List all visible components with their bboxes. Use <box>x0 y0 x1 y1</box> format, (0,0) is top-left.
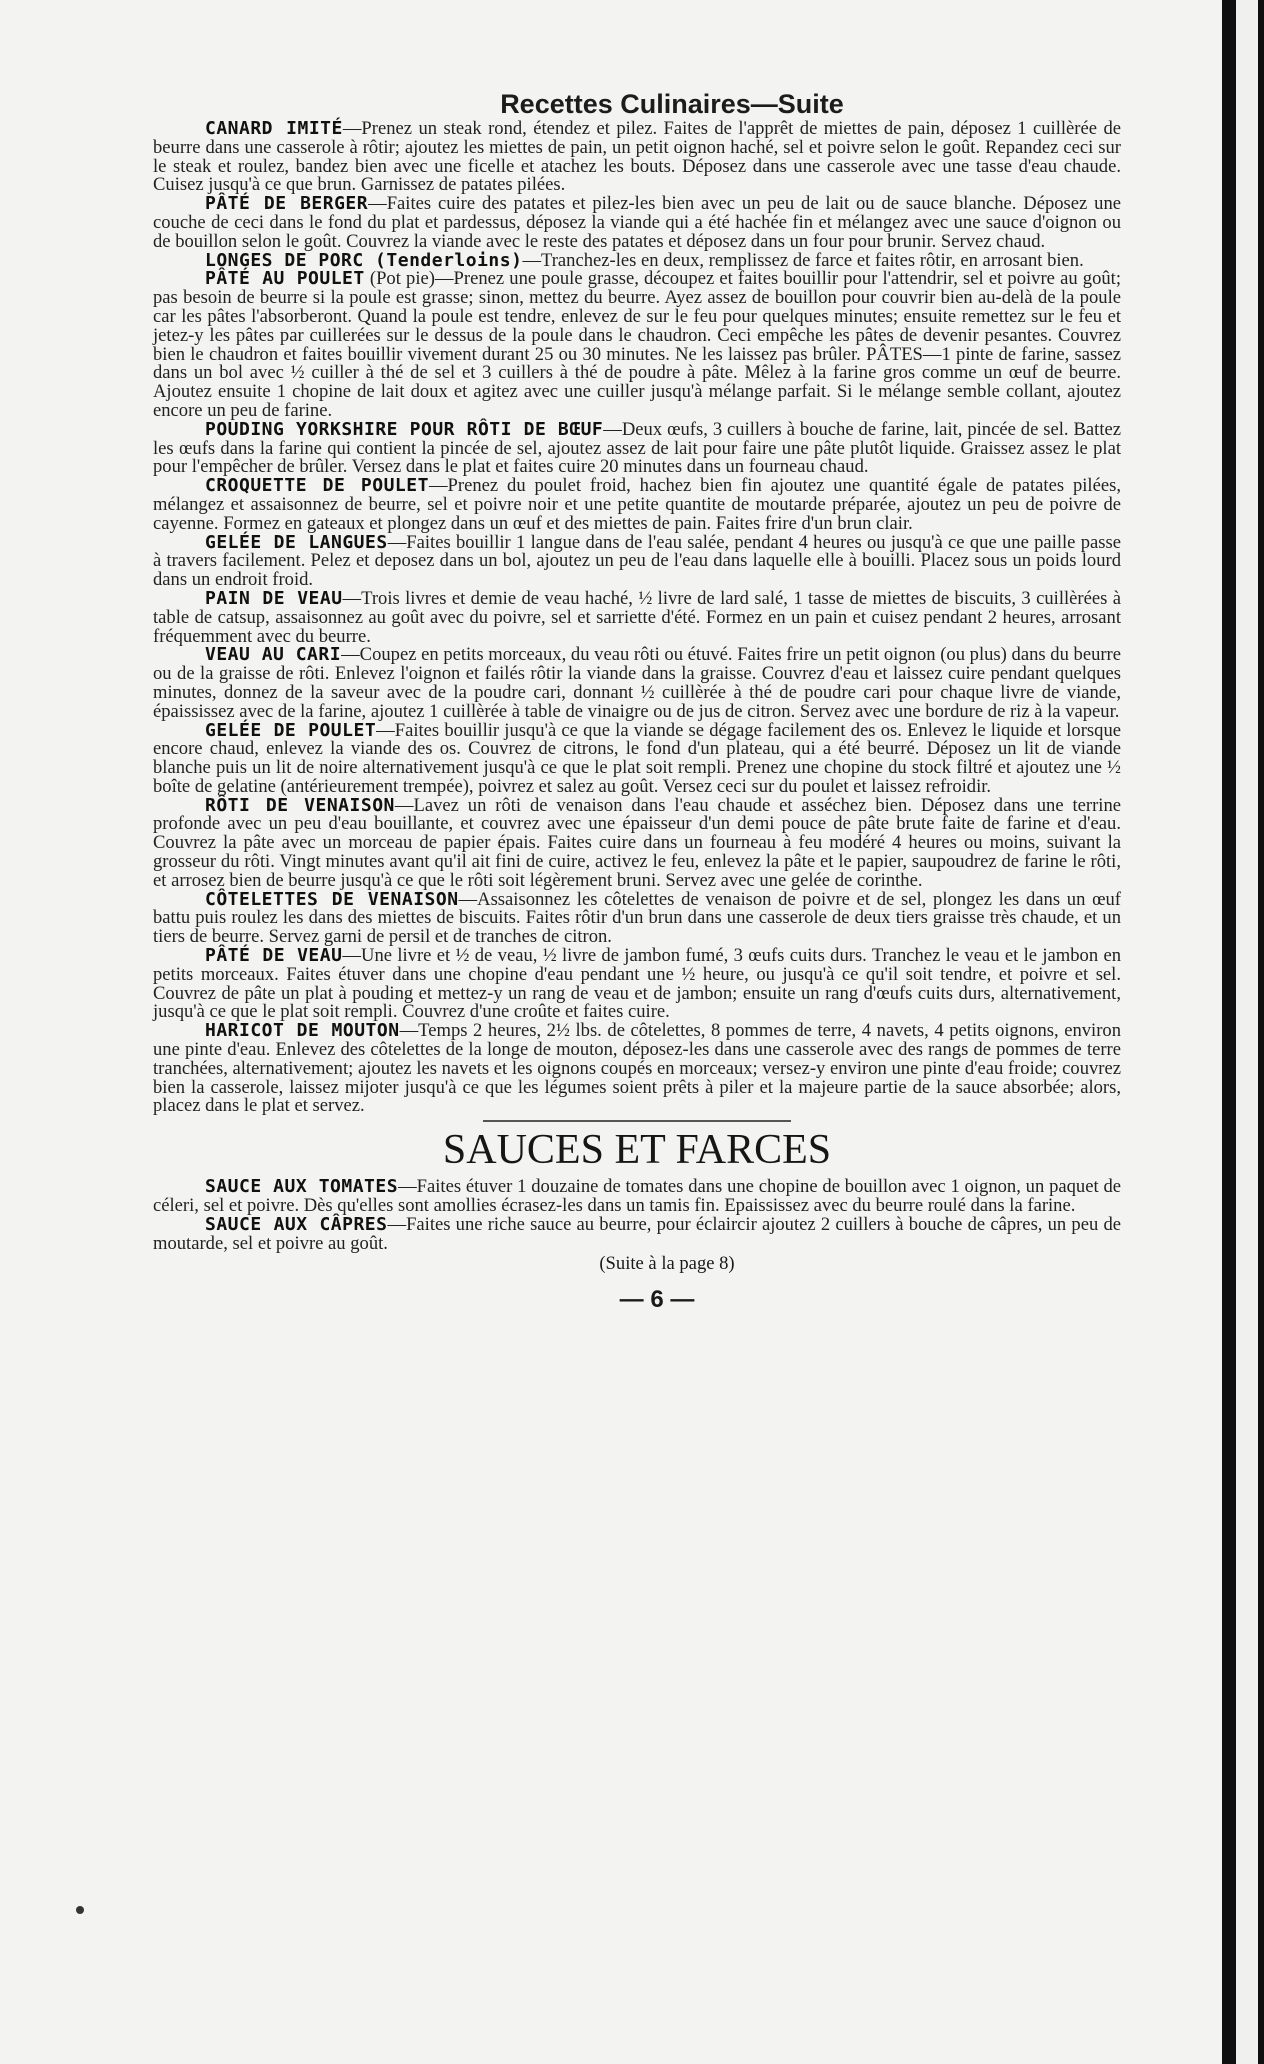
recipe-body: —Temps 2 heures, 2½ lbs. de côtelettes, 8 pommes de terre, 4 navets, 4 petits oignons, environ une pinte d'eau. Enlevez des côtelettes de la longe de mouton, déposez-les dans une casserole avec des rangs de pommes de terre tranchées, alternativement; ajoutez les navets et les oignons coupés en morceaux; versez-y environ une pinte d'eau froide; couvrez bien la casserole, laissez mijoter jusqu'à ce que les légumes soient prêts à piler et la majeure partie de la sauce absorbée; alors, placez dans le plat et servez. <box>153 1020 1121 1117</box>
recipe-body: —Assaisonnez les côtelettes de venaison de poivre et de sel, plongez les dans un œuf battu puis roulez les dans des miettes de biscuits. Faites rôtir d'un brun dans une casserole de deux tiers graisse très chaude, et un tiers de beurre. Servez garni de persil et de tranches de citron. <box>153 888 1121 948</box>
recipe-title: PÂTÉ DE VEAU <box>205 945 343 967</box>
recipe-sauce-aux-capres <box>153 1213 1122 1254</box>
recipe-pate-de-veau <box>153 947 1121 1022</box>
recipe-body: —Faites une riche sauce au beurre, pour éclaircir ajoutez 2 cuillers à bouche de câpres, un peu de moutarde, sel et poivre au goût. <box>153 1213 1122 1254</box>
recipe-body: —Prenez du poulet froid, hachez bien fin ajoutez une quantité égale de patates pilées, mélangez et assaisonnez de beurre, sel et poivre noir et une petite quantite de moutarde préparée, ajoutez un peu de poivre de cayenne. Formez en gateaux et plongez dans un œuf et des miettes de pain. Faites frire d'un brun clair. <box>153 475 1121 534</box>
recipe-pain-de-veau <box>153 587 1121 647</box>
continuation-note: (Suite à la page 8) <box>599 1253 735 1275</box>
recipe-croquette-de-poulet <box>153 477 1121 533</box>
recipe-body: —Faites étuver 1 douzaine de tomates dans une chopine de bouillon avec 1 oignon, un paquet de céleri, sel et poivre. Dès qu'elles sont amollies écrasez-les dans un tamis fin. Epaississez avec du beurre roulé dans la farine. <box>153 1176 1121 1217</box>
sauces-list <box>153 1178 1121 1253</box>
recipe-gelee-de-langues <box>153 531 1122 591</box>
recipe-body: —Coupez en petits morceaux, du veau rôti ou étuvé. Faites frire un petit oignon (ou plus) dans du beurre ou de la graisse de rôti. Enlevez l'oignon et failés rôtir la viande dans la graisse. Couvrez d'eau et laissez cuire pendant quelques minutes, donnez de la saveur avec de la poudre cari, donnant ½ cuillèrée à thé de poudre cari pour chaque livre de viande, épaississez avec de la farine, ajoutez 1 cuillèrée à table de vinaigre ou de jus de citron. Servez avec une bordure de riz à la vapeur. <box>153 644 1122 722</box>
page-title: Recettes Culinaires—Suite <box>500 89 844 119</box>
recipe-sauce-aux-tomates <box>153 1178 1121 1216</box>
recipe-body: —Prenez un steak rond, étendez et pilez. Faites de l'apprêt de miettes de pain, déposez 1 cuillèrée de beurre dans une casserole à rôtir; ajoutez les miettes de pain, un petit oignon haché, sel et poivre selon le goût. Repandez ceci sur le steak et roulez, bandez bien avec une ficelle et atachez les bouts. Déposez dans une casserole avec une tasse d'eau chaude. Cuisez jusqu'à ce que brun. Garnissez de patates pilées. <box>153 118 1121 196</box>
recipe-title: RÔTI DE VENAISON <box>205 794 395 816</box>
recipe-list <box>153 120 1121 1116</box>
margin-dot <box>76 1906 84 1914</box>
recipe-title: SAUCE AUX TOMATES <box>205 1176 399 1198</box>
recipe-pate-de-berger <box>153 195 1121 251</box>
recipe-pate-au-poulet <box>153 270 1121 420</box>
recipe-title: SAUCE AUX CÂPRES <box>205 1213 388 1235</box>
section-heading-text: SAUCES ET FARCES <box>442 1127 832 1174</box>
recipe-veau-au-cari <box>153 646 1121 721</box>
page-number: — 6 — <box>619 1286 695 1314</box>
recipe-title: PÂTÉ AU POULET <box>205 268 365 290</box>
recipe-body: —Faites bouillir 1 langue dans de l'eau salée, pendant 4 heures ou jusqu'à ce que une paille passe à travers facilement. Pelez et deposez dans un bol, ajoutez un peu de l'eau dans laquelle elle à bouilli. Placez sous un poids lourd dans un endroit froid. <box>153 531 1122 591</box>
recipe-body: (Pot pie)—Prenez une poule grasse, découpez et faites bouillir pour l'attendrir, sel et poivre au goût; pas besoin de beurre si la poule est grasse; sinon, mettez du beurre. Ayez assez de bouillon pour couvrir bien au-delà de la poule car les pâtes l'absorberont. Quand la poule est tendre, enlevez de sur le feu pour quelques minutes; ensuite remettez sur le feu et jetez-y les pâtes par cuillerées sur le dessus de la poule dans le chaudron. Ceci empêche les pâtes de devenir pesantes. Couvrez bien le chaudron et faites bouillir vivement durant 25 ou 30 minutes. Ne les laissez pas brûler. PÂTES—1 pinte de farine, sassez dans un bol avec ½ cuiller à thé de sel et 3 cuillers à thé de poudre à pâte. Mêlez à la farine gros comme un œuf de beurre. Ajoutez ensuite 1 chopine de lait doux et agitez avec une cuiller jusqu'à mélange parfait. Si le mélange semble collant, ajoutez encore un peu de farine. <box>153 268 1121 421</box>
recipe-gelee-de-poulet <box>153 719 1121 797</box>
recipe-body: —Faites cuire des patates et pilez-les bien avec un peu de lait ou de sauce blanche. Déposez une couche de ceci dans le fond du plat et pardessus, déposez la viande qui a été hachée fin et mélangez avec une sauce d'oignon ou de bouillon selon le goût. Couvrez la viande avec le reste des patates et déposez dans un four pour brunir. Servez chaud. <box>153 193 1121 252</box>
recipe-title: VEAU AU CARI <box>205 644 342 666</box>
recipe-body: —Une livre et ½ de veau, ½ livre de jambon fumé, 3 œufs cuits durs. Tranchez le veau et le jambon en petits morceaux. Faites étuver dans une chopine d'eau pendant une ½ heure, ou jusqu'à ce qu'il soit tendre, et poivre et sel. Couvrez de pâte un plat à pouding et mettez-y un rang de veau et de jambon; ensuite un rang d'œufs cuits durs, alternativement, jusqu'à ce que le plat soit rempli. Couvrez d'une croûte et faites cuire. <box>153 945 1121 1023</box>
recipe-body: —Trois livres et demie de veau haché, ½ livre de lard salé, 1 tasse de miettes de biscuits, 3 cuillèrées à table de catsup, assaisonnez au goût avec du poivre, sel et sarriette d'été. Formez en un pain et cuisez pendant 2 heures, arrosant fréquemment avec du beurre. <box>153 587 1121 647</box>
recipe-body: —Tranchez-les en deux, remplissez de farce et faites rôtir, en arrosant bien. <box>522 249 1084 271</box>
next-page-edge <box>1222 0 1264 2064</box>
recipe-cotelettes-de-venaison <box>153 888 1121 948</box>
recipe-pouding-yorkshire <box>153 418 1122 478</box>
recipe-title: CÔTELETTES DE VENAISON <box>205 888 459 910</box>
recipe-title: HARICOT DE MOUTON <box>205 1020 400 1042</box>
recipe-title: GELÉE DE LANGUES <box>205 531 388 553</box>
recipe-canard-imite <box>153 120 1121 195</box>
recipe-title: CANARD IMITÉ <box>205 118 343 139</box>
recipe-title: POUDING YORKSHIRE POUR RÔTI DE BŒUF <box>205 418 604 440</box>
recipe-body: —Lavez un rôti de venaison dans l'eau chaude et asséchez bien. Déposez dans une terrine profonde avec un peu d'eau bouillante, et couvrez avec une épaisseur d'un demi pouce de pâte brute faite de farine et d'eau. Couvrez la pâte avec un morceau de papier épais. Faites cuire dans un fourneau à feu modéré 4 heures ou moins, suivant la grosseur du rôti. Vingt minutes avant qu'il ait fini de cuire, activez le feu, enlevez la pâte et le papier, saupoudrez de farine le rôti, et arrosez bien de beurre jusqu'à ce que le rôti soit légèrement bruni. Servez avec une gelée de corinthe. <box>153 794 1121 891</box>
recipe-title: GELÉE DE POULET <box>205 719 377 741</box>
recipe-title: CROQUETTE DE POULET <box>205 475 429 497</box>
recipe-body: —Deux œufs, 3 cuillers à bouche de farine, lait, pincée de sel. Battez les œufs dans la farine qui contient la pincée de sel, ajoutez assez de lait pour faire une pâte plutôt liquide. Graissez assez le plat pour l'empêcher de brûler. Versez dans le plat et faites cuire 20 minutes dans un fourneau chaud. <box>153 418 1122 478</box>
section-heading <box>153 1126 1121 1174</box>
recipe-haricot-de-mouton <box>153 1022 1121 1116</box>
page-content <box>153 88 1121 1315</box>
section-rule <box>483 1120 791 1122</box>
recipe-title: PÂTÉ DE BERGER <box>205 193 369 215</box>
recipe-roti-de-venaison <box>153 794 1121 891</box>
next-page-sliver <box>1236 0 1258 2064</box>
recipe-body: —Faites bouillir jusqu'à ce que la viande se dégage facilement des os. Enlevez le liquide et lorsque encore chaud, enlevez la viande des os. Couvrez de citrons, le fond d'un plateau, qui a été beurré. Déposez un lit de viande blanche puis un lit de noire alternativement jusqu'à ce que le plat soit rempli. Prenez une chopine du stock filtré et ajoutez une ½ boîte de gelatine (antérieurement trempée), poivrez et salez au goût. Versez ceci sur du poulet et laissez refroidir. <box>153 719 1121 797</box>
recipe-title: LONGES DE PORC (Tenderloins) <box>205 249 523 271</box>
recipe-title: PAIN DE VEAU <box>205 587 343 609</box>
